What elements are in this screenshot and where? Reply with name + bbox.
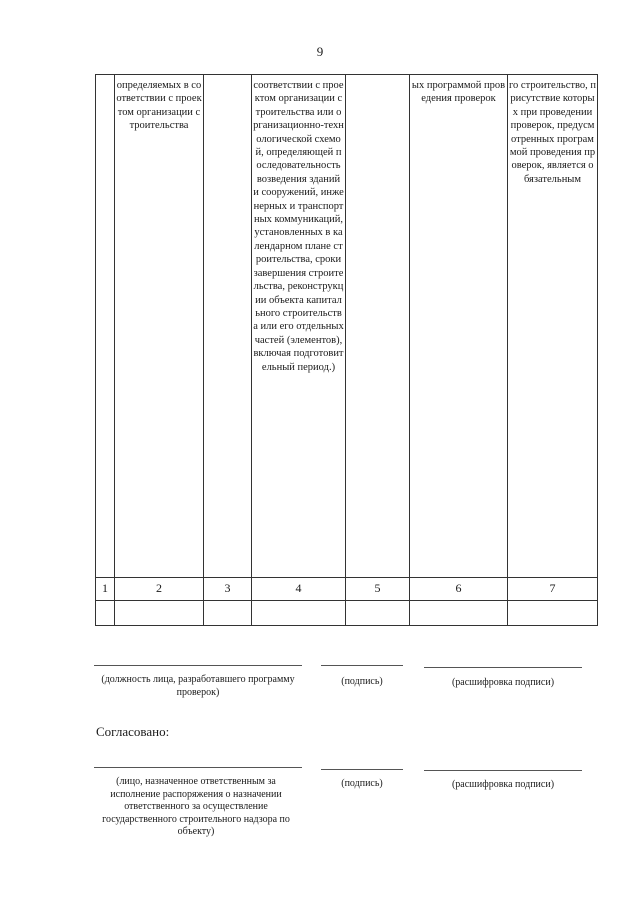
inspection-program-table xyxy=(95,74,598,626)
empty-cell xyxy=(346,601,410,626)
table-cell-col4: соответствии с проектом организации строительства или организационно-технологической схемой, определяющей последовательность возведения зданий и сооружений, инженерных и транспортных коммуникаций, установленных в календарном плане строительства, сроки завершения строительства, реконструкции объекта капитального строительства или его отдельных частей (элементов), включая подготовительный период.) xyxy=(252,75,346,578)
empty-cell xyxy=(252,601,346,626)
position-signature-line xyxy=(94,767,302,768)
table-cell-col6: ых программой проведения проверок xyxy=(410,75,508,578)
empty-cell xyxy=(508,601,598,626)
decoding-caption: (расшифровка подписи) xyxy=(451,779,555,790)
page-number: 9 xyxy=(316,44,324,59)
table-cell-col3 xyxy=(204,75,252,578)
position-signature-line xyxy=(94,665,302,666)
column-number: 1 xyxy=(96,578,115,601)
table-row xyxy=(96,75,598,578)
position-caption: (должность лица, разработавшего программу проверок) xyxy=(101,674,295,698)
column-number: 2 xyxy=(115,578,204,601)
decoding-signature-line xyxy=(424,770,582,771)
table-cell-col5 xyxy=(346,75,410,578)
decoding-signature-line xyxy=(424,667,582,668)
column-number: 4 xyxy=(252,578,346,601)
position-caption: (лицо, назначенное ответственным за исполнение распоряжения о назначении ответственного за осуществление государственного строительного надзора по объекту) xyxy=(102,776,290,837)
signature-caption: (подпись) xyxy=(341,778,383,789)
table-cell-col1 xyxy=(96,75,115,578)
table-cell-col2: определяемых в соответствии с проектом организации строительства xyxy=(115,75,204,578)
empty-cell xyxy=(410,601,508,626)
column-number: 5 xyxy=(346,578,410,601)
approved-label: Согласовано: xyxy=(96,724,170,739)
column-number: 3 xyxy=(204,578,252,601)
column-number: 6 xyxy=(410,578,508,601)
column-number-row xyxy=(96,578,598,601)
empty-cell xyxy=(204,601,252,626)
empty-table-row xyxy=(96,601,598,626)
signature-line xyxy=(321,665,403,666)
empty-cell xyxy=(96,601,115,626)
signature-caption: (подпись) xyxy=(341,676,383,687)
empty-cell xyxy=(115,601,204,626)
decoding-caption: (расшифровка подписи) xyxy=(451,677,555,688)
signature-line xyxy=(321,769,403,770)
column-number: 7 xyxy=(508,578,598,601)
table-cell-col7: го строительство, присутствие которых при проведении проверок, предусмотренных программой проведения проверок, является обязательным xyxy=(508,75,598,578)
